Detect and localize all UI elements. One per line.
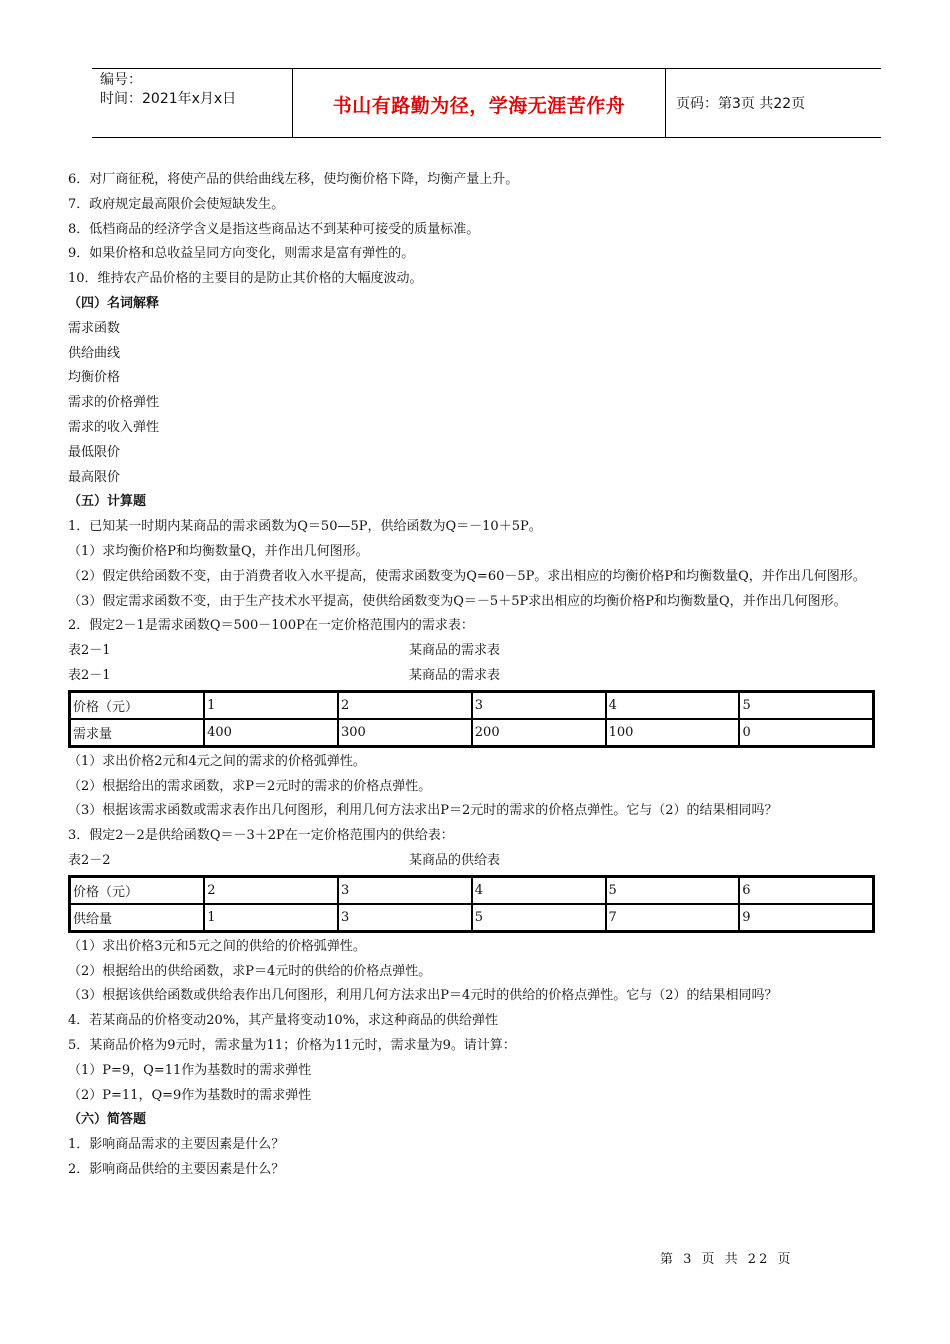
supply-table [68, 875, 875, 933]
table-cell: 300 [338, 719, 472, 746]
table-cell: 5 [739, 692, 873, 719]
table-cell: 5 [472, 904, 606, 931]
question-1-part: （3）假定需求函数不变，由于生产技术水平提高，使供给函数变为Q＝－5＋5P求出相应的均衡价格P和均衡数量Q，并作出几何图形。 [68, 593, 847, 609]
question-1: 1．已知某一时期内某商品的需求函数为Q＝50—5P，供给函数为Q＝－10＋5P。 [68, 519, 542, 535]
table-label: 表2－1 [68, 667, 111, 683]
statement-6: 6．对厂商征税，将使产品的供给曲线左移，使均衡价格下降，均衡产量上升。 [68, 172, 519, 187]
table-row [70, 877, 873, 904]
table-cell: 4 [606, 692, 740, 719]
question-3-part: （1）求出价格3元和5元之间的供给的价格弧弹性。 [68, 938, 366, 954]
table-cell: 2 [338, 692, 472, 719]
section-5-title: （五）计算题 [68, 494, 147, 510]
motto-text: 书山有路勤为径，学海无涯苦作舟 [332, 95, 626, 117]
term-item: 最低限价 [68, 444, 121, 460]
table-cell: 供给量 [70, 904, 204, 931]
code-label: 编号： [100, 72, 142, 88]
table-cell: 2 [204, 877, 338, 904]
question-5-part: （2）P=11，Q=9作为基数时的需求弹性 [68, 1087, 312, 1103]
term-item: 均衡价格 [68, 370, 121, 386]
table-cell: 3 [338, 904, 472, 931]
table-title: 某商品的需求表 [409, 667, 501, 683]
table-cell: 4 [472, 877, 606, 904]
statement-8: 8．低档商品的经济学含义是指这些商品达不到某种可接受的质量标准。 [68, 221, 480, 237]
table-cell: 价格（元） [70, 692, 204, 719]
question-2-part: （1）求出价格2元和4元之间的需求的价格弧弹性。 [68, 753, 366, 769]
question-4: 4．若某商品的价格变动20%，其产量将变动10%，求这种商品的供给弹性 [68, 1013, 499, 1029]
table-cell: 9 [739, 904, 873, 931]
term-item: 需求的价格弹性 [68, 395, 160, 411]
question-2-part: （3）根据该需求函数或需求表作出几何图形，利用几何方法求出P＝2元时的需求的价格点弹性。它与（2）的结果相同吗？ [68, 803, 778, 819]
table-cell: 7 [606, 904, 740, 931]
header-page-info [666, 69, 881, 137]
short-question: 1．影响商品需求的主要因素是什么？ [68, 1137, 285, 1153]
question-5: 5．某商品价格为9元时，需求量为11；价格为11元时，需求量为9。请计算： [68, 1037, 516, 1053]
document-body [68, 168, 908, 1183]
question-2: 2．假定2－1是需求函数Q＝500－100P在一定价格范围内的需求表： [68, 618, 474, 634]
table-title: 某商品的供给表 [409, 852, 501, 868]
table-row [70, 904, 873, 931]
section-6-title: （六）简答题 [68, 1112, 147, 1128]
term-item: 需求的收入弹性 [68, 419, 160, 435]
question-1-part: （2）假定供给函数不变，由于消费者收入水平提高，使需求函数变为Q=60－5P。求出相应的均衡价格P和均衡数量Q，并作出几何图形。 [68, 568, 866, 584]
term-item: 最高限价 [68, 469, 121, 485]
table-label: 表2－2 [68, 852, 111, 868]
short-question: 2．影响商品供给的主要因素是什么？ [68, 1161, 285, 1177]
time-label: 时间：2021年x月x日 [100, 91, 237, 107]
question-2-part: （2）根据给出的需求函数，求P＝2元时的需求的价格点弹性。 [68, 778, 432, 794]
header-motto [293, 69, 666, 137]
header-meta [92, 69, 293, 137]
table-cell: 200 [472, 719, 606, 746]
page-header [92, 68, 881, 138]
page-footer: 第 3 页 共 22 页 [660, 1252, 794, 1267]
table-row [70, 719, 873, 746]
table-cell: 3 [472, 692, 606, 719]
table-cell: 3 [338, 877, 472, 904]
question-3-part: （2）根据给出的供给函数，求P＝4元时的供给的价格点弹性。 [68, 963, 432, 979]
table-cell: 100 [606, 719, 740, 746]
statement-9: 9．如果价格和总收益呈同方向变化，则需求是富有弹性的。 [68, 246, 415, 262]
table-cell: 6 [739, 877, 873, 904]
table-label: 表2－1 [68, 643, 111, 659]
question-1-part: （1）求均衡价格P和均衡数量Q，并作出几何图形。 [68, 543, 369, 559]
term-item: 供给曲线 [68, 345, 121, 361]
table-cell: 需求量 [70, 719, 204, 746]
table-cell: 5 [606, 877, 740, 904]
question-3-part: （3）根据该供给函数或供给表作出几何图形，利用几何方法求出P＝4元时的供给的价格点弹性。它与（2）的结果相同吗？ [68, 988, 778, 1004]
statement-7: 7．政府规定最高限价会使短缺发生。 [68, 196, 285, 212]
table-cell: 400 [204, 719, 338, 746]
table-title: 某商品的需求表 [409, 643, 501, 659]
table-1-caption [68, 664, 908, 689]
table-cell: 1 [204, 692, 338, 719]
table-2-caption [68, 849, 908, 874]
section-4-title: （四）名词解释 [68, 295, 160, 311]
term-item: 需求函数 [68, 320, 121, 336]
table-cell: 价格（元） [70, 877, 204, 904]
table-1-caption [68, 639, 908, 664]
table-cell: 1 [204, 904, 338, 931]
page-info-text: 页码：第3页 共22页 [676, 96, 806, 112]
table-cell: 0 [739, 719, 873, 746]
question-3: 3．假定2－2是供给函数Q＝－3＋2P在一定价格范围内的供给表： [68, 828, 454, 844]
demand-table [68, 690, 875, 748]
statement-10: 10．维持农产品价格的主要目的是防止其价格的大幅度波动。 [68, 271, 423, 287]
table-row [70, 692, 873, 719]
question-5-part: （1）P=9，Q=11作为基数时的需求弹性 [68, 1062, 312, 1078]
